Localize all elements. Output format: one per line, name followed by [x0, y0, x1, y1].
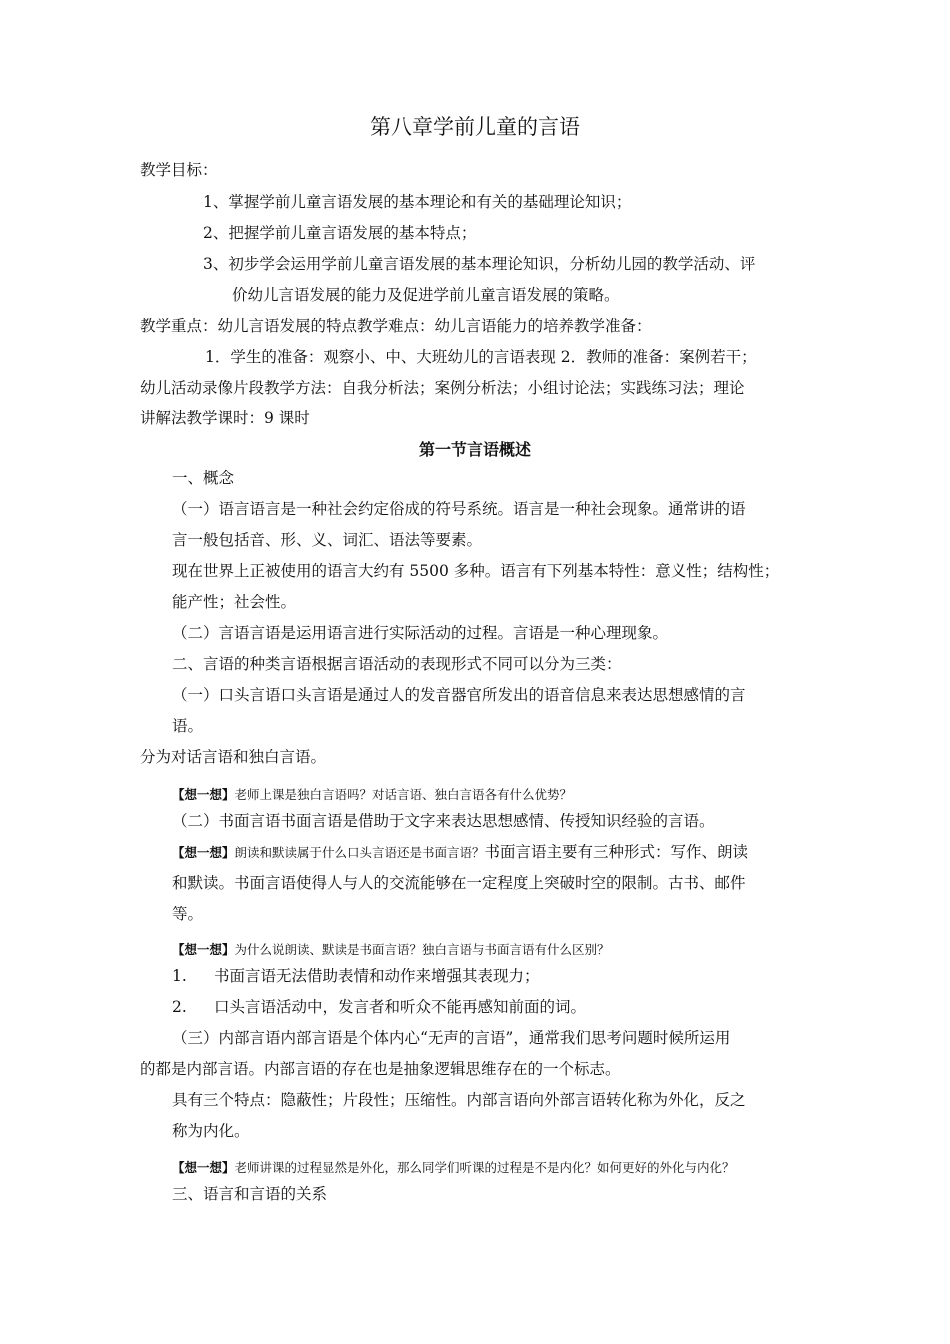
list-item	[172, 996, 586, 1018]
think-tag: 【想一想】	[172, 845, 235, 860]
think-2-text: 朗读和默读属于什么口头言语还是书面言语？	[234, 845, 485, 860]
page-title: 第八章学前儿童的言语	[370, 115, 580, 139]
objective-1: 1、掌握学前儿童言语发展的基本理论和有关的基础理论知识；	[203, 193, 632, 211]
section-1-title: 第一节言语概述	[418, 440, 531, 459]
written-line-2: 等。	[172, 905, 204, 923]
think-tag: 【想一想】	[172, 1160, 235, 1175]
objective-3: 3、初步学会运用学前儿童言语发展的基本理论知识，分析幼儿园的教学活动、评	[203, 255, 756, 273]
language-line-1: （一）语言语言是一种社会约定俗成的符号系统。语言是一种社会现象。通常讲的语	[172, 500, 746, 518]
prep-line-3: 讲解法教学课时：9 课时	[140, 409, 310, 427]
inner-line-3: 具有三个特点：隐蔽性；片段性；压缩性。内部言语向外部言语转化称为外化，反之	[172, 1091, 746, 1109]
oral-split: 分为对话言语和独白言语。	[140, 748, 327, 766]
think-tag: 【想一想】	[172, 942, 235, 957]
types-heading: 二、言语的种类言语根据言语活动的表现形式不同可以分为三类：	[172, 655, 622, 673]
think-4-text: 老师讲课的过程显然是外化，那么同学们听课的过程是不是内化？如何更好的外化与内化？	[234, 1160, 735, 1175]
written-definition: （二）书面言语书面言语是借助于文字来表达思想感情、传授知识经验的言语。	[172, 812, 715, 830]
list-number: 2.	[172, 998, 187, 1016]
objective-3-cont: 价幼儿言语发展的能力及促进学前儿童言语发展的策略。	[232, 286, 620, 304]
think-1-text: 老师上课是独白言语吗？对话言语、独白言语各有什么优势？	[234, 787, 573, 802]
concept-heading: 一、概念	[172, 469, 235, 487]
key-points: 教学重点：幼儿言语发展的特点教学难点：幼儿言语能力的培养教学准备：	[140, 317, 652, 335]
oral-line-1: （一）口头言语口头言语是通过人的发音器官所发出的语音信息来表达思想感情的言	[172, 686, 746, 704]
written-forms: 书面言语主要有三种形式：写作、朗读	[484, 843, 749, 861]
speech-definition: （二）言语言语是运用语言进行实际活动的过程。言语是一种心理现象。	[172, 624, 669, 642]
think-3-text: 为什么说朗读、默读是书面言语？独白言语与书面言语有什么区别？	[234, 942, 610, 957]
inner-line-2: 的都是内部言语。内部言语的存在也是抽象逻辑思维存在的一个标志。	[140, 1060, 621, 1078]
language-line-3: 现在世界上正被使用的语言大约有 5500 多种。语言有下列基本特性：意义性；结构性；	[172, 562, 780, 580]
think-tag: 【想一想】	[172, 787, 235, 802]
objective-2: 2、把握学前儿童言语发展的基本特点；	[203, 224, 477, 242]
prep-line-1: 1．学生的准备：观察小、中、大班幼儿的言语表现 2．教师的准备：案例若干；	[205, 348, 757, 366]
inner-line-1: （三）内部言语内部言语是个体内心“无声的言语”，通常我们思考问题时候所运用	[172, 1029, 731, 1047]
list-number: 1.	[172, 967, 187, 985]
think-1	[172, 784, 572, 806]
think-3	[172, 939, 610, 961]
language-line-2: 言一般包括音、形、义、词汇、语法等要素。	[172, 531, 483, 549]
language-line-4: 能产性；社会性。	[172, 593, 297, 611]
inner-line-4: 称为内化。	[172, 1122, 250, 1140]
oral-line-2: 语。	[172, 717, 204, 735]
written-line-1: 和默读。书面言语使得人与人的交流能够在一定程度上突破时空的限制。古书、邮件	[172, 874, 746, 892]
think-2	[172, 841, 748, 864]
list-text: 口头言语活动中，发言者和听众不能再感知前面的词。	[214, 998, 587, 1016]
think-4	[172, 1157, 735, 1179]
prep-line-2: 幼儿活动录像片段教学方法：自我分析法；案例分析法；小组讨论法；实践练习法；理论	[140, 379, 745, 397]
list-text: 书面言语无法借助表情和动作来增强其表现力；	[214, 967, 540, 985]
relation-heading: 三、语言和言语的关系	[172, 1185, 328, 1203]
list-item	[172, 965, 540, 987]
objectives-label: 教学目标：	[140, 161, 218, 179]
